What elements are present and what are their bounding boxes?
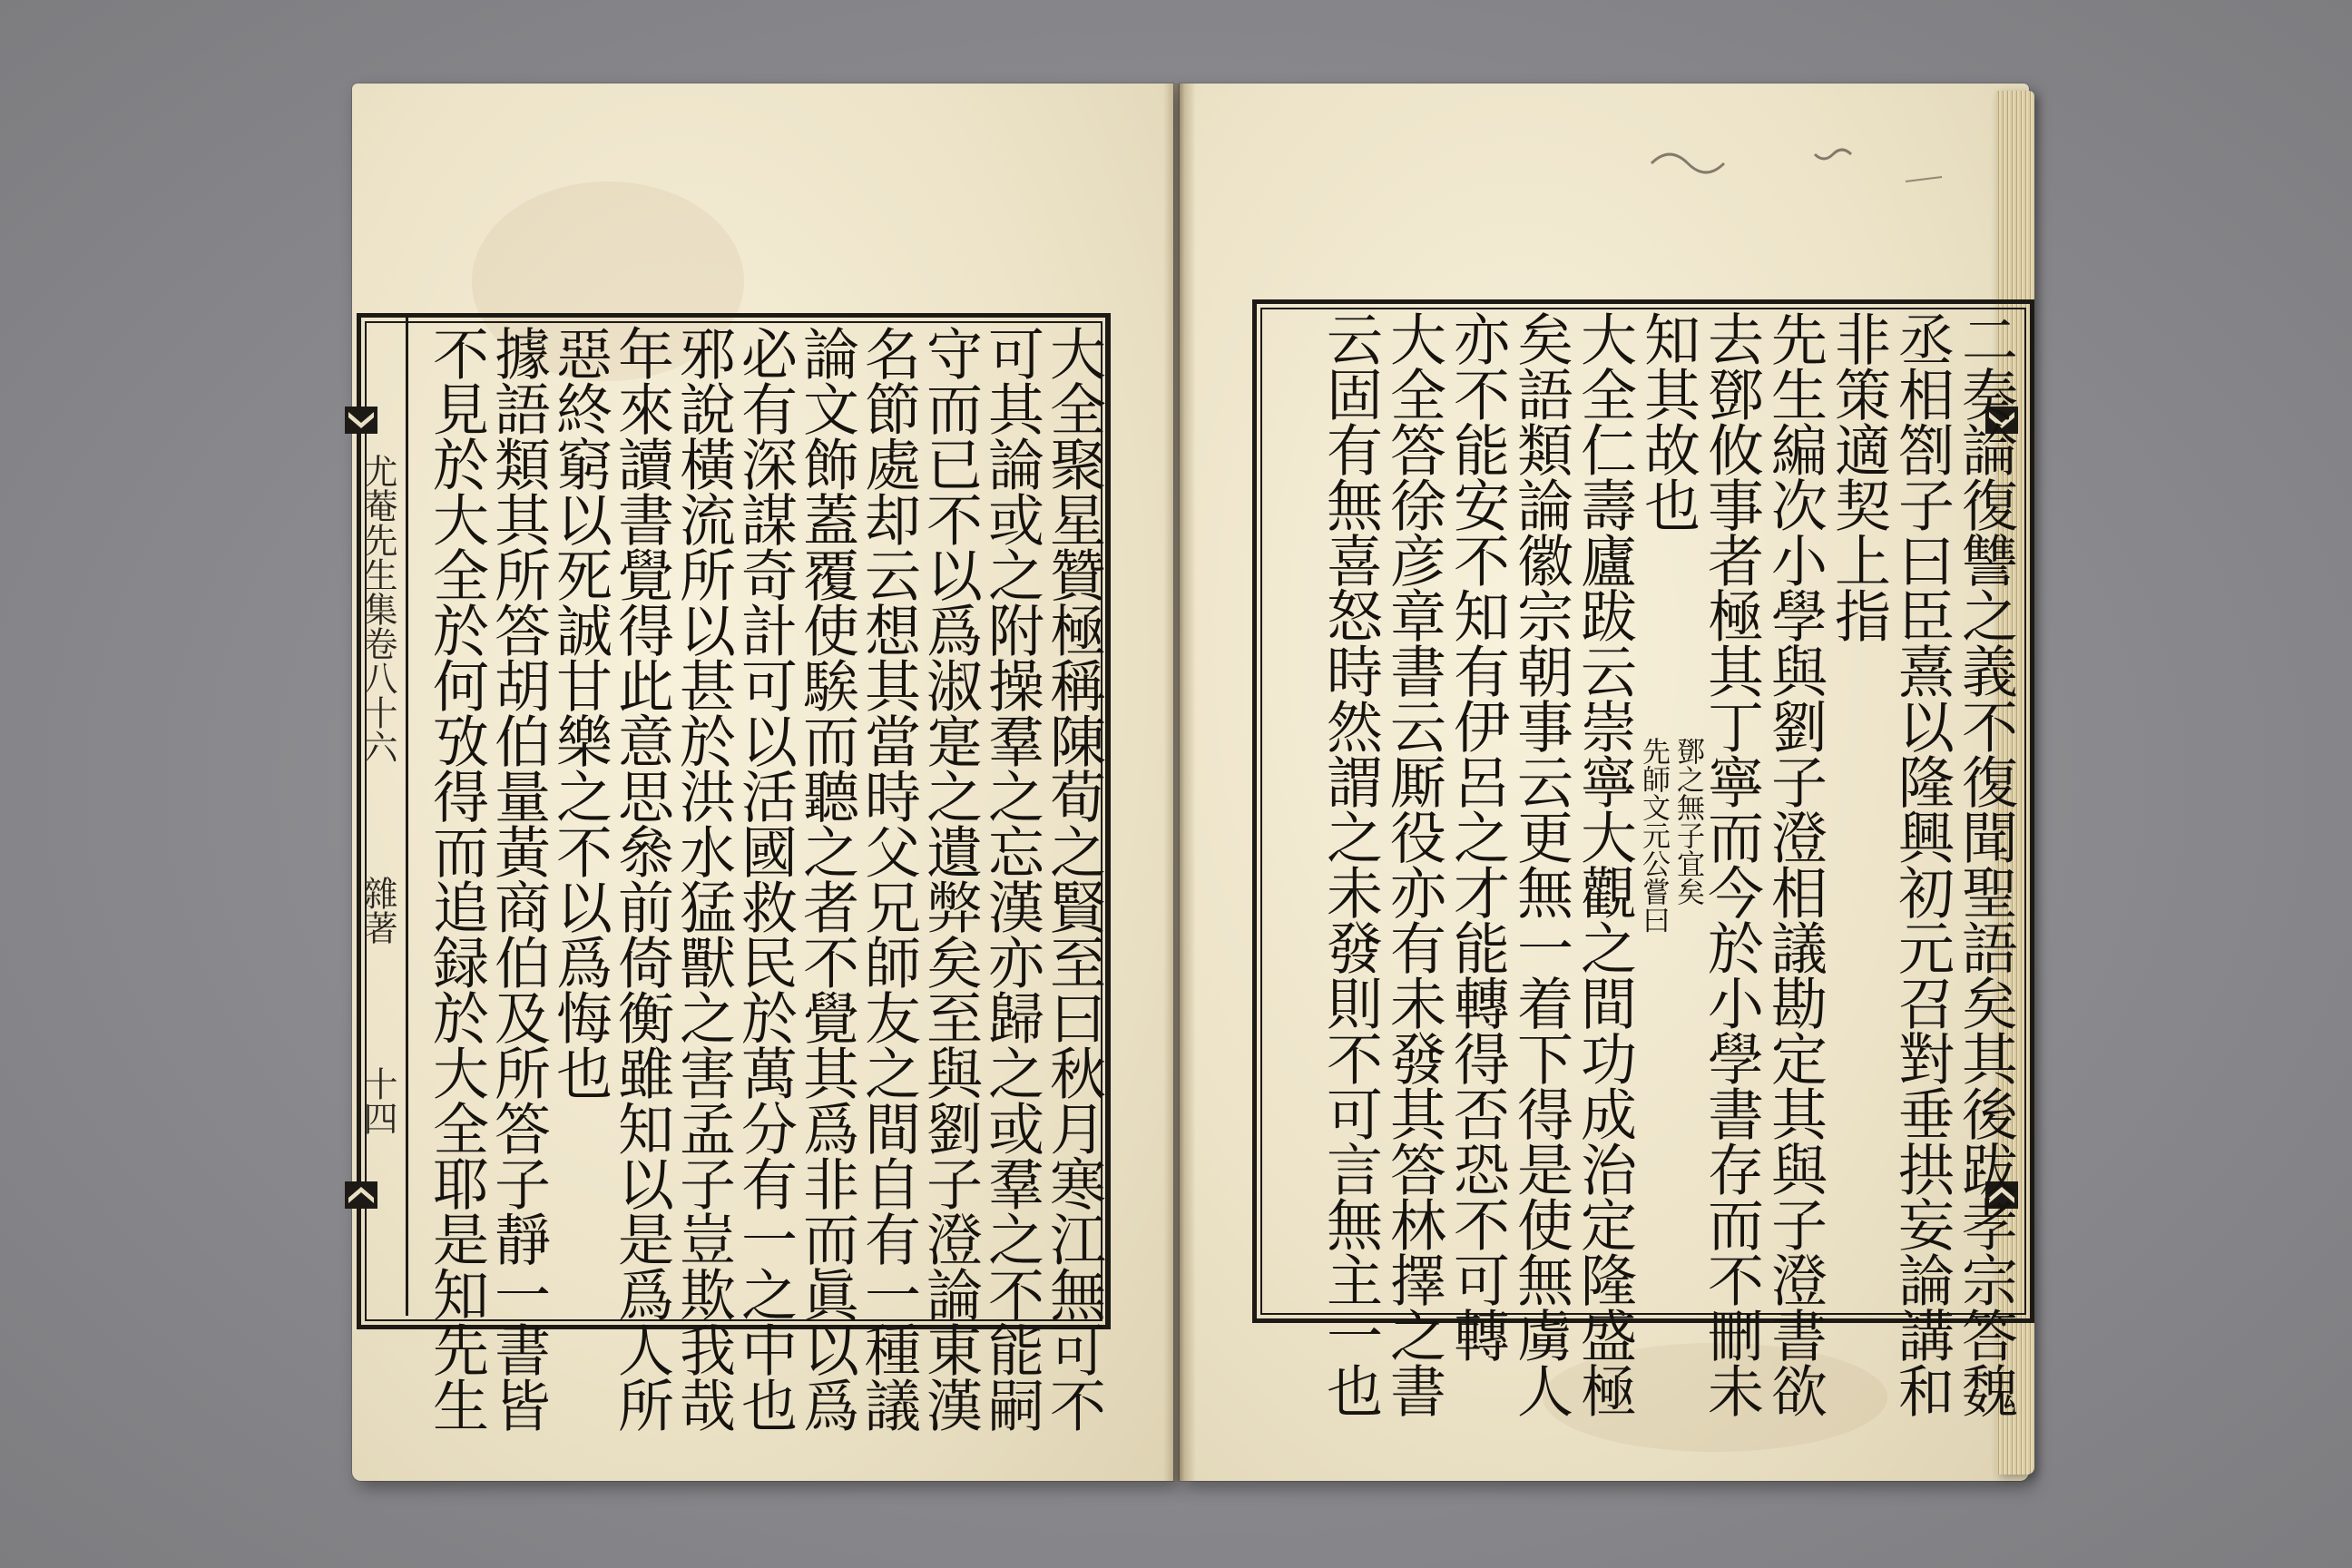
text-column: 必有深謀奇計可以活國救民於萬分有一之中也 bbox=[731, 325, 799, 1432]
interlinear-note bbox=[1668, 737, 1708, 906]
text-column: 大全仁壽廬跋云崇寧大觀之間功成治定隆盛極 bbox=[1571, 310, 1638, 1417]
text-column: 去鄧攸事者極其丁寧而今於小學書存而不刪未 bbox=[1698, 310, 1765, 1417]
fishtail-mark-top bbox=[345, 407, 377, 434]
text-column: 惡終窮以死誠甘樂之不以爲悔也 bbox=[546, 325, 613, 1100]
text-column: 矣語類論徽宗朝事云更無一着下得是使無虜人 bbox=[1507, 310, 1574, 1417]
margin-divider bbox=[406, 318, 408, 1316]
text-column: 亦不能安不知有伊呂之才能轉得否恐不可轉 bbox=[1444, 310, 1511, 1362]
text-column: 年來讀書覺得此意思叅前倚衡雖知以是爲人所 bbox=[608, 325, 675, 1432]
text-column: 守而已不以爲淑寔之遺弊矣至與劉子澄論東漢 bbox=[916, 325, 984, 1432]
text-column: 知其故也 bbox=[1634, 310, 1701, 532]
note-line: 鄧之無子宜矣 bbox=[1671, 737, 1704, 906]
text-column: 非策適契上指 bbox=[1825, 310, 1892, 642]
left-page-text bbox=[413, 325, 1107, 1432]
text-column: 不見於大全於何攷得而追録於大全耶是知先生 bbox=[423, 325, 490, 1432]
text-column: 丞相劄子曰臣熹以隆興初元召對垂拱妄論講和 bbox=[1888, 310, 1955, 1417]
volume-title: 尤菴先生集卷八十六 bbox=[358, 454, 397, 764]
page-number: 十四 bbox=[358, 1066, 397, 1135]
text-column: 云固有無喜怒時然謂之未發則不可言無主一也 bbox=[1317, 310, 1384, 1417]
text-column: 據語類其所答胡伯量黃商伯及所答子靜一書皆 bbox=[485, 325, 552, 1432]
book-gutter bbox=[1163, 83, 1196, 1481]
text-column: 大全答徐彦章書云厮役亦有未發其答林擇之書 bbox=[1380, 310, 1447, 1417]
fishtail-mark-bottom bbox=[345, 1181, 377, 1209]
text-column: 邪說橫流所以甚於洪水猛獸之害孟子豈欺我哉 bbox=[670, 325, 737, 1432]
note-line: 先師文元公嘗曰 bbox=[1637, 737, 1670, 934]
section-label: 雜著 bbox=[358, 876, 397, 945]
text-column: 論文飾蓋覆使騃而聽之者不覺其爲非而眞以爲 bbox=[793, 325, 860, 1432]
text-column: 大全聚星贊極稱陳荀之賢至曰秋月寒江無可不 bbox=[1040, 325, 1107, 1432]
paper-wear-marks bbox=[1633, 127, 1996, 200]
text-column: 可其論或之附操羣之忘漢亦歸之或羣之不能嗣 bbox=[978, 325, 1045, 1432]
text-column: 先生編次小學與劉子澄相議勘定其與子澄書欲 bbox=[1761, 310, 1828, 1417]
text-column: 名節處却云想其當時父兄師友之間自有一種議 bbox=[855, 325, 922, 1432]
right-page-text bbox=[1259, 310, 2019, 1417]
text-column: 二奏論復讐之義不復聞聖語矣其後跋孝宗答魏 bbox=[1952, 310, 2019, 1417]
